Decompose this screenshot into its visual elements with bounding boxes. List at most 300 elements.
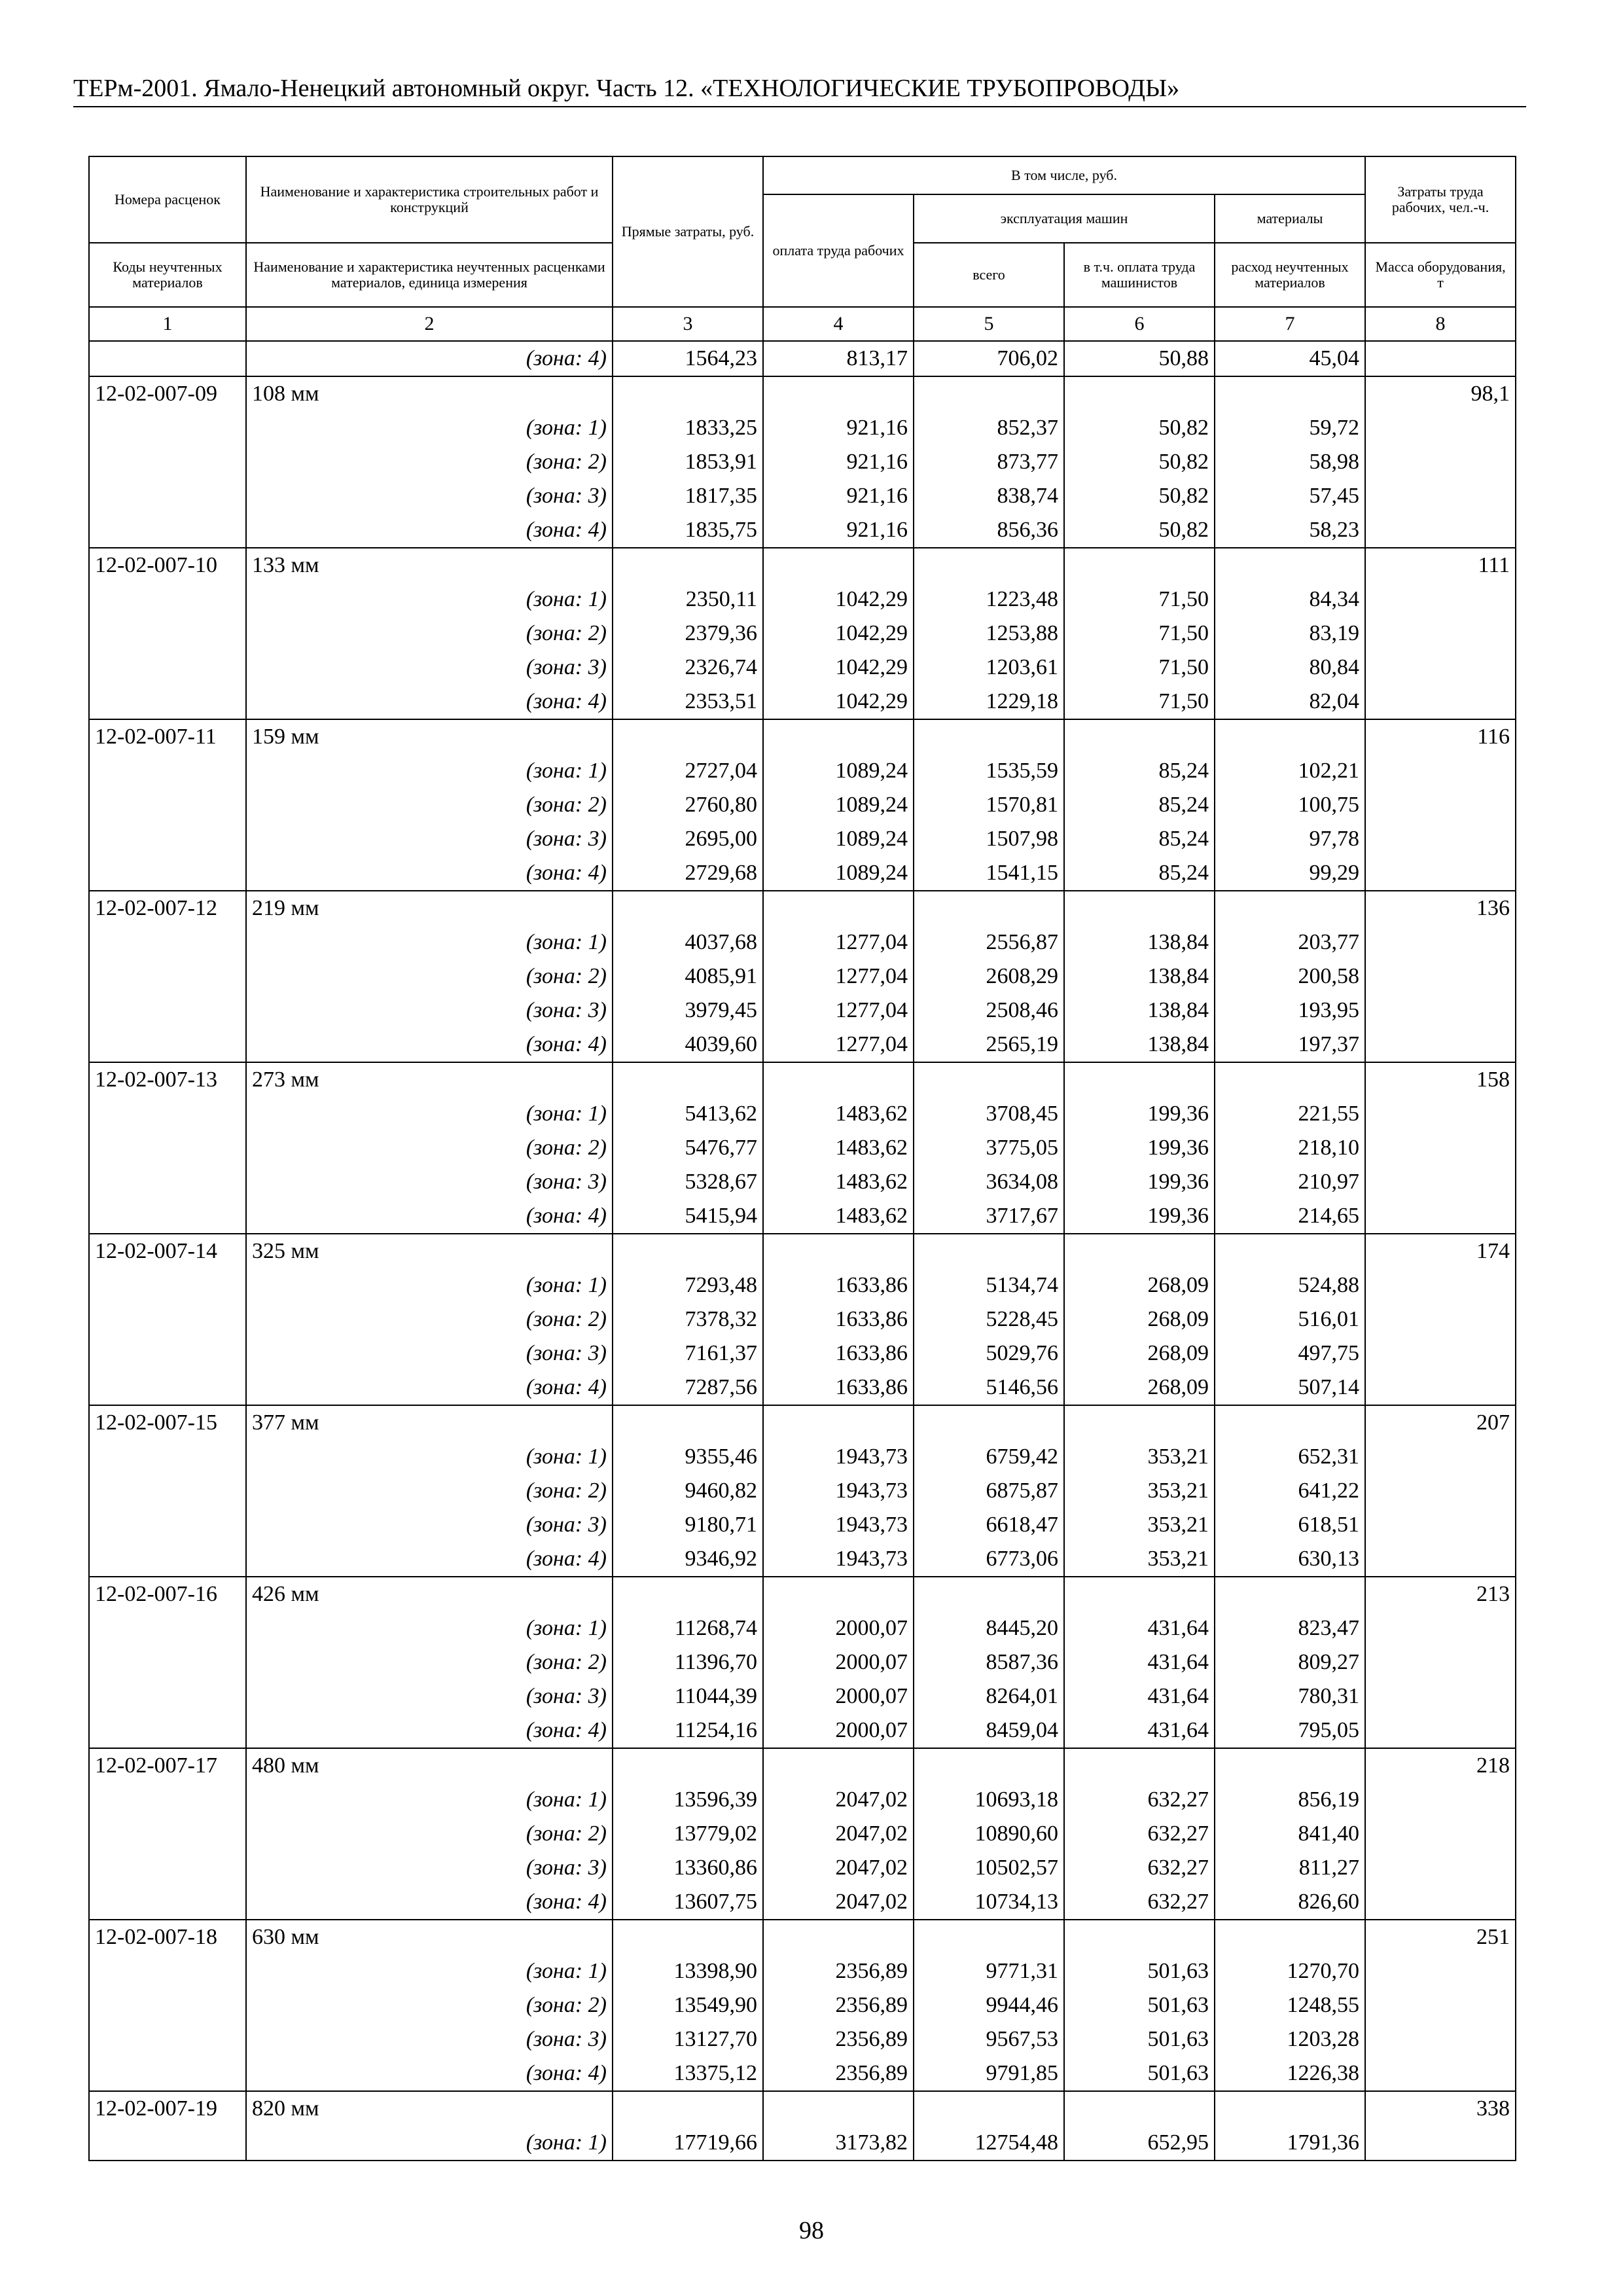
- table-body: [89, 341, 1516, 2161]
- worker-wages-cell: 1089,24: [763, 754, 914, 788]
- empty-cell: [763, 2091, 914, 2126]
- direct-cost-cell: 11044,39: [613, 1679, 763, 1713]
- labor-cell: [1365, 513, 1516, 548]
- machinists-wages-cell: 85,24: [1064, 788, 1215, 822]
- empty-cell: [613, 376, 763, 411]
- table-row: [89, 1097, 1516, 1131]
- machinists-wages-cell: 353,21: [1064, 1542, 1215, 1577]
- direct-cost-cell: 5476,77: [613, 1131, 763, 1165]
- empty-cell: [914, 1577, 1064, 1611]
- code-cell: [89, 960, 246, 994]
- table-row: [89, 822, 1516, 856]
- table-row: [89, 856, 1516, 891]
- column-number: 3: [613, 307, 763, 341]
- labor-cost: 338: [1365, 2091, 1516, 2126]
- machinists-wages-cell: 71,50: [1064, 685, 1215, 719]
- zone-label: (зона: 2): [246, 1474, 613, 1508]
- machines-total-cell: 1507,98: [914, 822, 1064, 856]
- worker-wages-cell: 2356,89: [763, 2056, 914, 2091]
- code-cell: [89, 1336, 246, 1371]
- column-number: 1: [89, 307, 246, 341]
- empty-cell: [1064, 719, 1215, 754]
- table-row: [89, 1645, 1516, 1679]
- machines-total-cell: 2556,87: [914, 925, 1064, 960]
- materials-cell: 97,78: [1215, 822, 1365, 856]
- machines-total-cell: 8264,01: [914, 1679, 1064, 1713]
- empty-cell: [1215, 719, 1365, 754]
- direct-cost-cell: 7161,37: [613, 1336, 763, 1371]
- machinists-wages-cell: 632,27: [1064, 1783, 1215, 1817]
- code-cell: [89, 1611, 246, 1645]
- machinists-wages-cell: 268,09: [1064, 1371, 1215, 1405]
- table-row: [89, 1199, 1516, 1234]
- labor-cost: 136: [1365, 891, 1516, 925]
- code-cell: [89, 583, 246, 617]
- labor-cost: 218: [1365, 1748, 1516, 1783]
- col-wages-header: оплата труда рабочих: [763, 194, 914, 307]
- machines-total-cell: 9771,31: [914, 1954, 1064, 1988]
- machinists-wages-cell: 431,64: [1064, 1645, 1215, 1679]
- empty-cell: [914, 1748, 1064, 1783]
- empty-cell: [613, 719, 763, 754]
- column-number: 8: [1365, 307, 1516, 341]
- machines-total-cell: 5228,45: [914, 1302, 1064, 1336]
- labor-cell: [1365, 1679, 1516, 1713]
- machinists-wages-cell: 431,64: [1064, 1611, 1215, 1645]
- code-cell: [89, 1817, 246, 1851]
- worker-wages-cell: 1042,29: [763, 685, 914, 719]
- machinists-wages-cell: 50,88: [1064, 341, 1215, 376]
- worker-wages-cell: 2356,89: [763, 1954, 914, 1988]
- worker-wages-cell: 2047,02: [763, 1851, 914, 1885]
- direct-cost-cell: 1564,23: [613, 341, 763, 376]
- table-row: [89, 1988, 1516, 2022]
- machines-total-cell: 5029,76: [914, 1336, 1064, 1371]
- direct-cost-cell: 13549,90: [613, 1988, 763, 2022]
- empty-cell: [613, 1577, 763, 1611]
- direct-cost-cell: 2379,36: [613, 617, 763, 651]
- machinists-wages-cell: 85,24: [1064, 856, 1215, 891]
- labor-cell: [1365, 1817, 1516, 1851]
- zone-label: (зона: 4): [246, 513, 613, 548]
- worker-wages-cell: 2047,02: [763, 1817, 914, 1851]
- materials-cell: 45,04: [1215, 341, 1365, 376]
- direct-cost-cell: 13375,12: [613, 2056, 763, 2091]
- zone-label: (зона: 4): [246, 1713, 613, 1748]
- empty-cell: [613, 891, 763, 925]
- zone-label: (зона: 1): [246, 925, 613, 960]
- worker-wages-cell: 921,16: [763, 411, 914, 445]
- worker-wages-cell: 1943,73: [763, 1508, 914, 1542]
- rate-name: 219 мм: [246, 891, 613, 925]
- table-row: [89, 994, 1516, 1028]
- materials-cell: 58,23: [1215, 513, 1365, 548]
- machines-total-cell: 9791,85: [914, 2056, 1064, 2091]
- labor-cell: [1365, 1131, 1516, 1165]
- materials-cell: 809,27: [1215, 1645, 1365, 1679]
- machinists-wages-cell: 138,84: [1064, 925, 1215, 960]
- labor-cell: [1365, 960, 1516, 994]
- zone-label: (зона: 1): [246, 411, 613, 445]
- machinists-wages-cell: 85,24: [1064, 822, 1215, 856]
- code-cell: [89, 788, 246, 822]
- machines-total-cell: 10502,57: [914, 1851, 1064, 1885]
- machinists-wages-cell: 50,82: [1064, 479, 1215, 513]
- col-material-code-header: Коды неучтенных материалов: [89, 243, 246, 307]
- empty-cell: [613, 2091, 763, 2126]
- empty-cell: [1064, 548, 1215, 583]
- labor-cell: [1365, 1611, 1516, 1645]
- labor-cell: [1365, 822, 1516, 856]
- zone-label: (зона: 1): [246, 2126, 613, 2161]
- materials-cell: 652,31: [1215, 1440, 1365, 1474]
- zone-label: (зона: 3): [246, 822, 613, 856]
- labor-cost: 174: [1365, 1234, 1516, 1268]
- empty-cell: [763, 1748, 914, 1783]
- materials-cell: 856,19: [1215, 1783, 1365, 1817]
- zone-label: (зона: 4): [246, 1199, 613, 1234]
- rate-header-row: [89, 1405, 1516, 1440]
- direct-cost-cell: 4037,68: [613, 925, 763, 960]
- labor-cell: [1365, 994, 1516, 1028]
- machines-total-cell: 10734,13: [914, 1885, 1064, 1920]
- zone-label: (зона: 3): [246, 2022, 613, 2056]
- table-head: [89, 156, 1516, 341]
- zone-label: (зона: 4): [246, 856, 613, 891]
- col-machinists-wages-header: в т.ч. оплата труда машинистов: [1064, 243, 1215, 307]
- machinists-wages-cell: 138,84: [1064, 960, 1215, 994]
- worker-wages-cell: 2000,07: [763, 1713, 914, 1748]
- worker-wages-cell: 921,16: [763, 513, 914, 548]
- zone-label: (зона: 3): [246, 1851, 613, 1885]
- empty-cell: [914, 1405, 1064, 1440]
- labor-cost: 158: [1365, 1062, 1516, 1097]
- worker-wages-cell: 1633,86: [763, 1336, 914, 1371]
- worker-wages-cell: 2356,89: [763, 1988, 914, 2022]
- labor-cell: [1365, 1954, 1516, 1988]
- rate-header-row: [89, 1577, 1516, 1611]
- machinists-wages-cell: 138,84: [1064, 1028, 1215, 1062]
- materials-cell: 193,95: [1215, 994, 1365, 1028]
- code-cell: [89, 1988, 246, 2022]
- labor-cell: [1365, 1268, 1516, 1302]
- empty-cell: [1215, 1405, 1365, 1440]
- code-cell: [89, 754, 246, 788]
- table-row: [89, 2056, 1516, 2091]
- labor-cell: [1365, 1885, 1516, 1920]
- rate-name: 377 мм: [246, 1405, 613, 1440]
- direct-cost-cell: 2729,68: [613, 856, 763, 891]
- machines-total-cell: 856,36: [914, 513, 1064, 548]
- rate-name: 630 мм: [246, 1920, 613, 1954]
- labor-cell: [1365, 1028, 1516, 1062]
- code-cell: [89, 1679, 246, 1713]
- labor-cell: [1365, 685, 1516, 719]
- code-cell: [89, 2126, 246, 2161]
- table-row: [89, 1713, 1516, 1748]
- code-cell: [89, 2056, 246, 2091]
- code-cell: [89, 411, 246, 445]
- zone-label: (зона: 2): [246, 1131, 613, 1165]
- labor-cell: [1365, 617, 1516, 651]
- code-cell: [89, 1440, 246, 1474]
- direct-cost-cell: 9180,71: [613, 1508, 763, 1542]
- table-row: [89, 1474, 1516, 1508]
- code-cell: [89, 1474, 246, 1508]
- machines-total-cell: 3708,45: [914, 1097, 1064, 1131]
- direct-cost-cell: 11254,16: [613, 1713, 763, 1748]
- materials-cell: 497,75: [1215, 1336, 1365, 1371]
- zone-label: (зона: 1): [246, 1440, 613, 1474]
- worker-wages-cell: 1633,86: [763, 1268, 914, 1302]
- rate-header-row: [89, 1920, 1516, 1954]
- machines-total-cell: 10890,60: [914, 1817, 1064, 1851]
- code-cell: [89, 925, 246, 960]
- empty-cell: [1064, 1920, 1215, 1954]
- worker-wages-cell: 1943,73: [763, 1440, 914, 1474]
- code-cell: [89, 445, 246, 479]
- machinists-wages-cell: 50,82: [1064, 411, 1215, 445]
- empty-cell: [1064, 376, 1215, 411]
- code-cell: [89, 822, 246, 856]
- machinists-wages-cell: 501,63: [1064, 2056, 1215, 2091]
- empty-cell: [1064, 1748, 1215, 1783]
- machines-total-cell: 9567,53: [914, 2022, 1064, 2056]
- group-header: В том числе, руб.: [763, 156, 1365, 194]
- labor-cell: [1365, 1783, 1516, 1817]
- materials-cell: 84,34: [1215, 583, 1365, 617]
- zone-label: (зона: 4): [246, 685, 613, 719]
- table-row: [89, 341, 1516, 376]
- worker-wages-cell: 1483,62: [763, 1199, 914, 1234]
- direct-cost-cell: 9346,92: [613, 1542, 763, 1577]
- labor-cell: [1365, 925, 1516, 960]
- empty-cell: [914, 891, 1064, 925]
- table-row: [89, 513, 1516, 548]
- direct-cost-cell: 4039,60: [613, 1028, 763, 1062]
- table-row: [89, 1508, 1516, 1542]
- worker-wages-cell: 1277,04: [763, 925, 914, 960]
- direct-cost-cell: 2353,51: [613, 685, 763, 719]
- machines-total-cell: 9944,46: [914, 1988, 1064, 2022]
- worker-wages-cell: 2000,07: [763, 1679, 914, 1713]
- machines-total-cell: 1203,61: [914, 651, 1064, 685]
- worker-wages-cell: 1089,24: [763, 856, 914, 891]
- machines-total-cell: 8587,36: [914, 1645, 1064, 1679]
- rate-header-row: [89, 1062, 1516, 1097]
- zone-label: (зона: 4): [246, 1885, 613, 1920]
- table-row: [89, 925, 1516, 960]
- direct-cost-cell: 5415,94: [613, 1199, 763, 1234]
- empty-cell: [1064, 891, 1215, 925]
- empty-cell: [763, 1062, 914, 1097]
- machines-total-cell: 3775,05: [914, 1131, 1064, 1165]
- materials-cell: 218,10: [1215, 1131, 1365, 1165]
- labor-cell: [1365, 754, 1516, 788]
- code-cell: [89, 1783, 246, 1817]
- table-row: [89, 445, 1516, 479]
- code-cell: [89, 1165, 246, 1199]
- worker-wages-cell: 1633,86: [763, 1302, 914, 1336]
- empty-cell: [763, 548, 914, 583]
- machinists-wages-cell: 199,36: [1064, 1165, 1215, 1199]
- labor-cell: [1365, 1440, 1516, 1474]
- empty-cell: [763, 1577, 914, 1611]
- materials-cell: 1791,36: [1215, 2126, 1365, 2161]
- table-row: [89, 1131, 1516, 1165]
- table-row: [89, 1611, 1516, 1645]
- rate-code: 12-02-007-12: [89, 891, 246, 925]
- labor-cell: [1365, 1371, 1516, 1405]
- col-labor-header: Затраты труда рабочих, чел.-ч.: [1365, 156, 1516, 243]
- col-name-header: Наименование и характеристика строительных работ и конструкций: [246, 156, 613, 243]
- table-row: [89, 1542, 1516, 1577]
- empty-cell: [914, 1920, 1064, 1954]
- materials-cell: 780,31: [1215, 1679, 1365, 1713]
- zone-label: (зона: 3): [246, 479, 613, 513]
- code-cell: [89, 1028, 246, 1062]
- rate-code: 12-02-007-19: [89, 2091, 246, 2126]
- machines-total-cell: 5134,74: [914, 1268, 1064, 1302]
- rate-code: 12-02-007-11: [89, 719, 246, 754]
- direct-cost-cell: 13779,02: [613, 1817, 763, 1851]
- zone-label: (зона: 2): [246, 1988, 613, 2022]
- worker-wages-cell: 1042,29: [763, 651, 914, 685]
- materials-cell: 1248,55: [1215, 1988, 1365, 2022]
- machines-total-cell: 3634,08: [914, 1165, 1064, 1199]
- machinists-wages-cell: 501,63: [1064, 1988, 1215, 2022]
- worker-wages-cell: 2000,07: [763, 1611, 914, 1645]
- table-row: [89, 617, 1516, 651]
- materials-header: материалы: [1215, 194, 1365, 243]
- empty-cell: [1215, 1920, 1365, 1954]
- empty-cell: [914, 376, 1064, 411]
- labor-cell: [1365, 856, 1516, 891]
- empty-cell: [613, 1748, 763, 1783]
- table-row: [89, 685, 1516, 719]
- machinists-wages-cell: 501,63: [1064, 2022, 1215, 2056]
- direct-cost-cell: 2727,04: [613, 754, 763, 788]
- code-cell: [89, 1268, 246, 1302]
- zone-label: (зона: 2): [246, 1645, 613, 1679]
- machinists-wages-cell: 268,09: [1064, 1336, 1215, 1371]
- zone-label: (зона: 4): [246, 2056, 613, 2091]
- machinists-wages-cell: 71,50: [1064, 617, 1215, 651]
- labor-cost: 213: [1365, 1577, 1516, 1611]
- machinists-wages-cell: 353,21: [1064, 1474, 1215, 1508]
- zone-label: (зона: 1): [246, 1954, 613, 1988]
- labor-cell: [1365, 1199, 1516, 1234]
- worker-wages-cell: 1277,04: [763, 960, 914, 994]
- machinists-wages-cell: 353,21: [1064, 1508, 1215, 1542]
- worker-wages-cell: 1943,73: [763, 1474, 914, 1508]
- direct-cost-cell: 1817,35: [613, 479, 763, 513]
- labor-cost: 207: [1365, 1405, 1516, 1440]
- materials-cell: 618,51: [1215, 1508, 1365, 1542]
- machines-total-cell: 1535,59: [914, 754, 1064, 788]
- code-cell: [89, 1508, 246, 1542]
- code-cell: [89, 1713, 246, 1748]
- labor-cell: [1365, 583, 1516, 617]
- empty-cell: [914, 1234, 1064, 1268]
- empty-cell: [613, 1405, 763, 1440]
- rate-header-row: [89, 1234, 1516, 1268]
- table-row: [89, 1028, 1516, 1062]
- materials-cell: 82,04: [1215, 685, 1365, 719]
- rate-name: 480 мм: [246, 1748, 613, 1783]
- empty-cell: [1215, 1062, 1365, 1097]
- materials-cell: 630,13: [1215, 1542, 1365, 1577]
- direct-cost-cell: 13607,75: [613, 1885, 763, 1920]
- rate-code: 12-02-007-14: [89, 1234, 246, 1268]
- rate-name: 325 мм: [246, 1234, 613, 1268]
- empty-cell: [914, 1062, 1064, 1097]
- code-cell: [89, 1954, 246, 1988]
- empty-cell: [763, 719, 914, 754]
- materials-cell: 1270,70: [1215, 1954, 1365, 1988]
- code-cell: [89, 1131, 246, 1165]
- zone-label: (зона: 4): [246, 1028, 613, 1062]
- empty-cell: [914, 2091, 1064, 2126]
- code-cell: [89, 856, 246, 891]
- materials-cell: 841,40: [1215, 1817, 1365, 1851]
- machinists-wages-cell: 431,64: [1064, 1713, 1215, 1748]
- direct-cost-cell: 2695,00: [613, 822, 763, 856]
- machinists-wages-cell: 138,84: [1064, 994, 1215, 1028]
- empty-cell: [763, 376, 914, 411]
- labor-cell: [1365, 1165, 1516, 1199]
- zone-label: (зона: 2): [246, 617, 613, 651]
- direct-cost-cell: 7287,56: [613, 1371, 763, 1405]
- machines-total-cell: 10693,18: [914, 1783, 1064, 1817]
- empty-cell: [1215, 1234, 1365, 1268]
- machines-total-cell: 8459,04: [914, 1713, 1064, 1748]
- page-header: ТЕРм-2001. Ямало-Ненецкий автономный округ. Часть 12. «ТЕХНОЛОГИЧЕСКИЕ ТРУБОПРОВОДЫ»: [73, 73, 1526, 107]
- code-cell: [89, 1199, 246, 1234]
- labor-cell: [1365, 1097, 1516, 1131]
- code-cell: [89, 1851, 246, 1885]
- rate-name: 426 мм: [246, 1577, 613, 1611]
- direct-cost-cell: 13596,39: [613, 1783, 763, 1817]
- empty-cell: [1064, 2091, 1215, 2126]
- col-equipment-mass-header: Масса оборудования, т: [1365, 243, 1516, 307]
- worker-wages-cell: 921,16: [763, 445, 914, 479]
- col-machines-total-header: всего: [914, 243, 1064, 307]
- column-number-row: [89, 307, 1516, 341]
- rate-name: 133 мм: [246, 548, 613, 583]
- rate-header-row: [89, 891, 1516, 925]
- table-row: [89, 1783, 1516, 1817]
- direct-cost-cell: 9355,46: [613, 1440, 763, 1474]
- code-cell: [89, 1645, 246, 1679]
- materials-cell: 80,84: [1215, 651, 1365, 685]
- empty-cell: [1215, 548, 1365, 583]
- table-row: [89, 1817, 1516, 1851]
- table-row: [89, 1302, 1516, 1336]
- materials-cell: 1226,38: [1215, 2056, 1365, 2091]
- materials-cell: 203,77: [1215, 925, 1365, 960]
- rate-name: 820 мм: [246, 2091, 613, 2126]
- materials-cell: 641,22: [1215, 1474, 1365, 1508]
- direct-cost-cell: 13127,70: [613, 2022, 763, 2056]
- machinists-wages-cell: 431,64: [1064, 1679, 1215, 1713]
- labor-cell: [1365, 651, 1516, 685]
- table-row: [89, 583, 1516, 617]
- direct-cost-cell: 3979,45: [613, 994, 763, 1028]
- direct-cost-cell: 2350,11: [613, 583, 763, 617]
- column-number: 6: [1064, 307, 1215, 341]
- worker-wages-cell: 1633,86: [763, 1371, 914, 1405]
